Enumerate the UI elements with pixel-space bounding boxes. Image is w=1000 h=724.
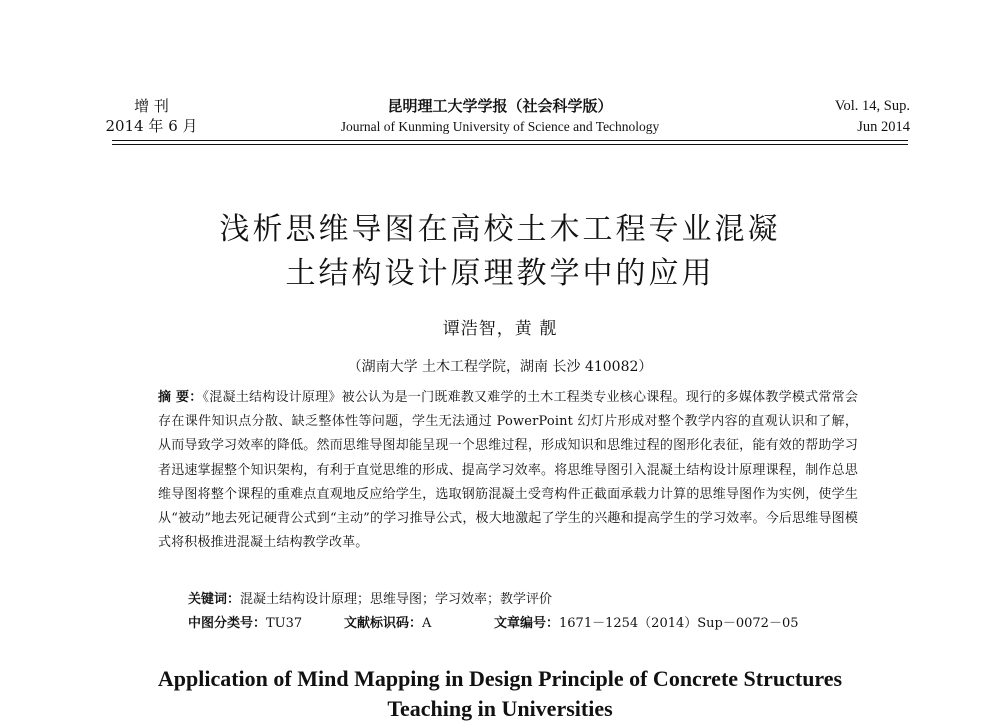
paper-title xyxy=(150,208,850,296)
volume-info xyxy=(780,96,910,138)
doc-code xyxy=(344,614,494,634)
article-number-label: 文章编号： xyxy=(494,616,560,631)
clc-value: TU37 xyxy=(266,616,303,631)
keywords-label: 关键词： xyxy=(188,592,241,607)
abstract-text: 《混凝土结构设计原理》被公认为是一门既难教又难学的土木工程类专业核心课程。现行的多媒体教学模式常常会存在课件知识点分散、缺乏整体性等问题，学生无法通过 PowerPoint 幻灯片形成对整个教学内容的直观认识和了解，从而导致学习效率的降低。然而思维导图却能呈现一个思维过程，形成知识和思维过程的图形化表征，能有效的帮助学习者迅速掌握整个知识架构，有利于直觉思维的形成、提高学习效率。将思维导图引入混凝土结构设计原理课程，制作总思维导图将整个课程的重难点直观地反应给学生，选取钢筋混凝土受弯构件正截面承载力计算的思维导图作为实例，使学生从“被动”地去死记硬背公式到“主动”的学习推导公式，极大地激起了学生的兴趣和提高学生的学习效率。今后思维导图模式将积极推进混凝土结构教学改革。 xyxy=(158,390,858,551)
keywords-text: 混凝土结构设计原理；思维导图；学习效率；教学评价 xyxy=(240,592,553,607)
keywords xyxy=(188,590,868,610)
issue-label: 增 刊 xyxy=(134,97,169,115)
abstract-label: 摘 要： xyxy=(158,390,203,405)
paper-title-line2: 土结构设计原理教学中的应用 xyxy=(285,256,715,291)
clc-label: 中图分类号： xyxy=(188,616,267,631)
english-title: Application of Mind Mapping in Design Principle of Concrete Structures Teaching in Universities xyxy=(157,666,843,721)
issue-date: 2014 年 6 月 xyxy=(105,117,198,135)
article-number-value: 1671－1254（2014）Sup－0072－05 xyxy=(559,616,799,631)
issue-info xyxy=(104,96,199,136)
authors: 谭浩智，黄 靓 xyxy=(442,319,558,339)
abstract xyxy=(158,386,858,555)
journal-name-en: Journal of Kunming University of Science and Technology xyxy=(340,119,660,134)
clc-code xyxy=(188,614,344,634)
paper-title-line1: 浅析思维导图在高校土木工程专业混凝 xyxy=(219,212,781,247)
header-rule-thick xyxy=(112,140,908,141)
doc-code-value: A xyxy=(422,616,432,631)
volume-label: Vol. 14, Sup. xyxy=(834,98,910,114)
classification-row xyxy=(188,614,888,634)
header-rule-thin xyxy=(112,144,908,145)
affiliation: （湖南大学 土木工程学院，湖南 长沙 410082） xyxy=(347,359,653,375)
journal-header xyxy=(300,96,700,137)
journal-name-cn: 昆明理工大学学报（社会科学版） xyxy=(387,97,613,115)
volume-date: Jun 2014 xyxy=(857,119,910,135)
doc-code-label: 文献标识码： xyxy=(344,616,423,631)
article-number xyxy=(494,614,799,634)
